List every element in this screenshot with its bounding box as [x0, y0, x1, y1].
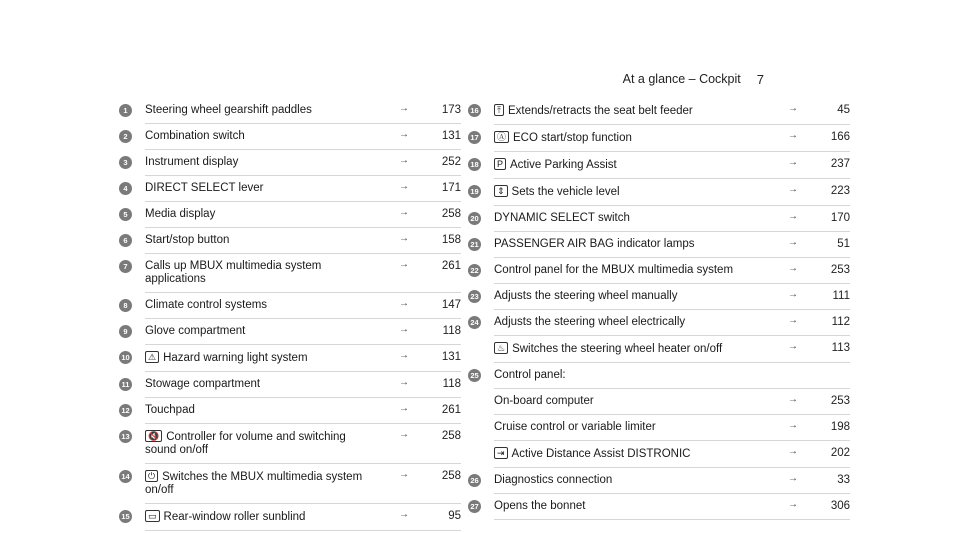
index-row [121, 504, 461, 531]
page-reference-link[interactable]: 171 [441, 182, 461, 194]
page-reference-link[interactable]: 170 [830, 212, 850, 224]
item-number-badge: 20 [468, 212, 481, 225]
item-description [145, 234, 461, 247]
page-reference-link[interactable]: 118 [442, 325, 461, 337]
index-row [123, 254, 461, 293]
page-reference-arrow: → [399, 207, 409, 218]
item-text: Switches the MBUX multimedia system on/off [145, 471, 363, 496]
page-reference-link[interactable]: 258 [441, 430, 461, 442]
page-reference-arrow: → [788, 237, 798, 248]
page-header [623, 72, 764, 87]
page-reference-arrow: → [788, 211, 798, 222]
item-number-badge: 17 [468, 131, 481, 144]
page-reference-link[interactable]: 95 [448, 510, 461, 522]
item-text: Combination switch [145, 130, 245, 142]
item-number-badge: 27 [468, 500, 481, 513]
control-symbol-icon: ⇕ [494, 185, 508, 197]
index-row [470, 179, 850, 206]
page-reference-arrow: → [399, 324, 409, 335]
page-reference-link[interactable]: 258 [441, 208, 461, 220]
control-symbol-icon: 🔇 [145, 430, 162, 442]
item-text: Climate control systems [145, 299, 268, 311]
item-text: Control panel: [494, 369, 566, 381]
index-row [470, 284, 850, 310]
page-reference-arrow: → [788, 184, 798, 195]
page-reference-arrow: → [788, 263, 798, 274]
page-reference-link[interactable]: 131 [441, 351, 461, 363]
index-row [121, 345, 461, 372]
index-row [470, 494, 850, 520]
page-reference-link[interactable]: 118 [442, 378, 461, 390]
page-reference-arrow: → [399, 155, 409, 166]
page-reference-arrow: → [399, 350, 409, 361]
index-row [123, 176, 461, 202]
item-text: Start/stop button [145, 234, 230, 246]
item-number-badge: 16 [468, 104, 481, 117]
item-text: Cruise control or variable limiter [494, 421, 656, 433]
page-reference-link[interactable]: 51 [837, 238, 850, 250]
index-row [494, 389, 850, 415]
item-number-badge: 6 [119, 234, 132, 247]
index-row [123, 319, 461, 345]
index-row [470, 468, 850, 494]
item-number-badge: 19 [468, 185, 481, 198]
item-text: Control panel for the MBUX multimedia system [494, 264, 734, 276]
control-symbol-icon: P [494, 158, 506, 170]
index-row [123, 293, 461, 319]
control-symbol-icon: ▭ [145, 510, 160, 522]
page-reference-arrow: → [399, 181, 409, 192]
index-row [121, 398, 461, 424]
item-text: Touchpad [145, 404, 195, 416]
item-text: Sets the vehicle level [511, 186, 620, 198]
item-number-badge: 18 [468, 158, 481, 171]
item-text: Stowage compartment [145, 378, 261, 390]
item-description [145, 260, 461, 286]
item-number-badge: 25 [468, 369, 481, 382]
item-number-badge: 21 [468, 238, 481, 251]
item-number-badge: 12 [119, 404, 132, 417]
section-title: At a glance – Cockpit [622, 72, 741, 86]
item-number-badge: 14 [119, 470, 132, 483]
index-row [123, 228, 461, 254]
page-reference-arrow: → [399, 509, 409, 520]
item-description [145, 182, 461, 195]
page-reference-link[interactable]: 237 [830, 158, 850, 170]
page-reference-arrow: → [399, 233, 409, 244]
page-reference-link[interactable]: 147 [441, 299, 461, 311]
index-row [470, 125, 850, 152]
item-number-badge: 9 [119, 325, 132, 338]
page-reference-link[interactable]: 306 [830, 500, 850, 512]
index-row [121, 464, 461, 504]
item-number-badge: 5 [119, 208, 132, 221]
page-reference-link[interactable]: 252 [441, 156, 461, 168]
item-text: On-board computer [494, 395, 594, 407]
left-index-list [121, 98, 461, 531]
page-reference-arrow: → [399, 259, 409, 270]
index-row [470, 98, 850, 125]
page-reference-link[interactable]: 261 [441, 404, 461, 416]
item-text: DIRECT SELECT lever [145, 182, 264, 194]
item-text: Instrument display [145, 156, 239, 168]
page-reference-arrow: → [788, 446, 798, 457]
item-description [145, 470, 461, 497]
page-reference-arrow: → [788, 289, 798, 300]
item-number-badge: 13 [119, 430, 132, 443]
item-text: Glove compartment [145, 325, 246, 337]
page-reference-arrow: → [399, 469, 409, 480]
item-description [145, 351, 461, 365]
page-reference-link[interactable]: 111 [832, 290, 850, 302]
index-row [470, 206, 850, 232]
index-row [470, 363, 850, 389]
page-reference-link[interactable]: 166 [830, 131, 850, 143]
page-reference-link[interactable]: 158 [441, 234, 461, 246]
item-number-badge: 8 [119, 299, 132, 312]
item-number-badge: 23 [468, 290, 481, 303]
item-description [145, 208, 461, 221]
index-row [470, 152, 850, 179]
index-row [121, 424, 461, 464]
page-reference-arrow: → [788, 499, 798, 510]
item-number-badge: 22 [468, 264, 481, 277]
item-text: Controller for volume and switching sound on/off [145, 431, 346, 456]
item-text: PASSENGER AIR BAG indicator lamps [494, 238, 695, 250]
item-number-badge: 15 [119, 510, 132, 523]
item-text: Switches the steering wheel heater on/off [512, 343, 723, 355]
item-description [145, 156, 461, 169]
page-reference-arrow: → [788, 103, 798, 114]
item-text: Active Parking Assist [510, 159, 617, 171]
page-reference-link[interactable]: 173 [441, 104, 461, 116]
index-row [470, 258, 850, 284]
item-text: DYNAMIC SELECT switch [494, 212, 630, 224]
page-reference-link[interactable]: 258 [441, 470, 461, 482]
page-reference-link[interactable]: 131 [441, 130, 461, 142]
control-symbol-icon: Ⓐ [494, 131, 509, 143]
page-reference-arrow: → [399, 377, 409, 388]
index-row [470, 310, 850, 336]
index-row [123, 150, 461, 176]
item-number-badge: 26 [468, 474, 481, 487]
item-description [145, 404, 461, 417]
page-reference-link[interactable]: 198 [830, 421, 850, 433]
control-symbol-icon: ⇥ [494, 447, 508, 459]
item-number-badge: 3 [119, 156, 132, 169]
page-reference-link[interactable]: 112 [831, 316, 850, 328]
item-text: Adjusts the steering wheel manually [494, 290, 678, 302]
control-symbol-icon: ⚠ [145, 351, 159, 363]
page-reference-arrow: → [788, 473, 798, 484]
page-reference-link[interactable]: 33 [837, 474, 850, 486]
item-text: Hazard warning light system [163, 352, 308, 364]
control-symbol-icon: ⤒ [494, 104, 504, 116]
page-reference-arrow: → [399, 103, 409, 114]
page-reference-link[interactable]: 253 [830, 395, 850, 407]
item-text: Active Distance Assist DISTRONIC [511, 448, 691, 460]
control-symbol-icon: ⏻ [145, 470, 158, 482]
index-row [494, 336, 850, 363]
item-number-badge: 10 [119, 351, 132, 364]
item-text: Extends/retracts the seat belt feeder [507, 105, 693, 117]
item-description [145, 510, 461, 524]
page-reference-arrow: → [399, 298, 409, 309]
index-row [123, 202, 461, 228]
page-reference-arrow: → [788, 394, 798, 405]
item-text: Media display [145, 208, 216, 220]
page-reference-link[interactable]: 253 [830, 264, 850, 276]
item-number-badge: 24 [468, 316, 481, 329]
page-reference-link[interactable]: 45 [837, 104, 850, 116]
page-reference-arrow: → [788, 130, 798, 141]
page-reference-arrow: → [788, 157, 798, 168]
item-description [145, 378, 461, 391]
page-number: 7 [756, 72, 764, 87]
index-row [121, 372, 461, 398]
index-row [494, 415, 850, 441]
page-reference-arrow: → [399, 403, 409, 414]
index-row [123, 124, 461, 150]
item-text: Calls up MBUX multimedia system applications [145, 260, 322, 285]
item-number-badge: 4 [119, 182, 132, 195]
page-reference-arrow: → [788, 315, 798, 326]
item-description [145, 299, 461, 312]
item-description [145, 325, 461, 338]
item-description [145, 104, 461, 117]
page-reference-arrow: → [788, 341, 798, 352]
page-reference-arrow: → [399, 129, 409, 140]
index-row [470, 232, 850, 258]
item-text: ECO start/stop function [513, 132, 632, 144]
item-description [145, 430, 461, 457]
page-reference-link[interactable]: 202 [830, 447, 850, 459]
page-reference-arrow: → [788, 420, 798, 431]
index-row [494, 441, 850, 468]
page-reference-link[interactable]: 261 [441, 260, 461, 272]
item-description [494, 369, 850, 382]
page-reference-arrow: → [399, 429, 409, 440]
item-text: Adjusts the steering wheel electrically [494, 316, 686, 328]
item-number-badge: 1 [119, 104, 132, 117]
item-number-badge: 2 [119, 130, 132, 143]
item-number-badge: 7 [119, 260, 132, 273]
item-text: Opens the bonnet [494, 500, 586, 512]
item-description [145, 130, 461, 143]
item-text: Diagnostics connection [494, 474, 613, 486]
page-reference-link[interactable]: 113 [831, 342, 850, 354]
control-symbol-icon: ♨ [494, 342, 508, 354]
page-reference-link[interactable]: 223 [830, 185, 850, 197]
item-text: Steering wheel gearshift paddles [145, 104, 312, 116]
right-index-list [470, 98, 850, 520]
item-text: Rear-window roller sunblind [163, 511, 306, 523]
index-row [123, 98, 461, 124]
item-number-badge: 11 [119, 378, 132, 391]
